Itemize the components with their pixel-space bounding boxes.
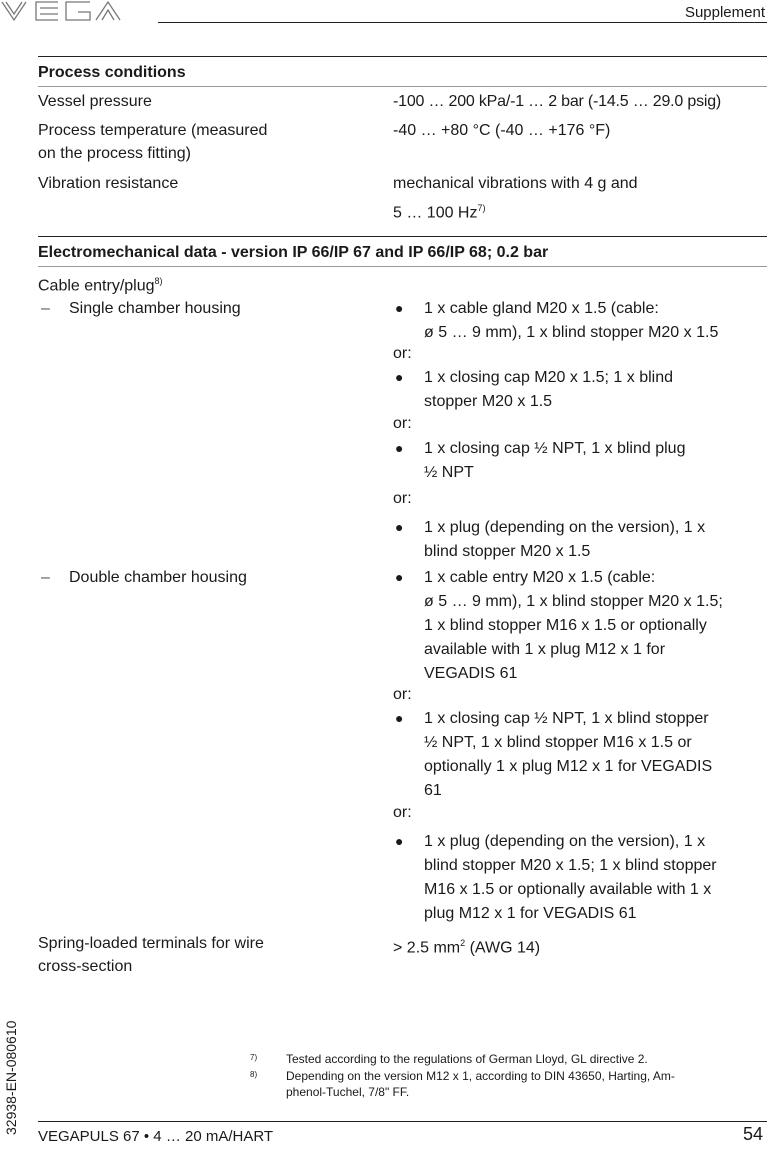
section-heading-electromechanical: Electromechanical data - version IP 66/IP 67 and IP 66/IP 68; 0.2 bar — [38, 244, 549, 261]
svg-text:32938-EN-080610: 32938-EN-080610 — [3, 1020, 19, 1135]
dash-marker: – — [41, 569, 50, 586]
value-process-temperature: -40 … +80 °C (-40 … +176 °F) — [393, 122, 611, 139]
value-vessel-pressure: -100 … 200 kPa/-1 … 2 bar (-14.5 … 29.0 psig) — [393, 93, 722, 110]
single-item-3: 1 x closing cap ½ NPT, 1 x blind plug ½ NPT — [424, 440, 686, 481]
single-item-4: 1 x plug (depending on the version), 1 x blind stopper M20 x 1.5 — [424, 519, 706, 560]
label-spring-terminals-cont: cross-section — [38, 958, 133, 975]
label-double-chamber: Double chamber housing — [69, 569, 247, 586]
or-separator: or: — [393, 345, 412, 362]
or-separator: or: — [393, 804, 412, 821]
bullet-icon: ● — [395, 440, 404, 456]
double-item-1: 1 x cable entry M20 x 1.5 (cable: ø 5 … 9 mm), 1 x blind stopper M20 x 1.5; 1 x blind stopper M16 x 1.5 or optionally available with 1 x plug M12 x 1 for VEGADIS 61 — [424, 569, 723, 682]
label-vibration-resistance: Vibration resistance — [38, 175, 179, 192]
footnote-mark: 8) — [250, 1070, 258, 1079]
bullet-icon: ● — [395, 300, 404, 316]
bullet-icon: ● — [395, 710, 404, 726]
or-separator: or: — [393, 490, 412, 507]
or-separator: or: — [393, 415, 412, 432]
label-vessel-pressure: Vessel pressure — [38, 93, 152, 110]
footnote-8: Depending on the version M12 x 1, according to DIN 43650, Harting, Am- phenol-Tuchel, 7/8" FF. — [286, 1069, 675, 1099]
section-heading-process-conditions: Process conditions — [38, 64, 186, 81]
document-id-vertical — [0, 780, 22, 1140]
single-item-2: 1 x closing cap M20 x 1.5; 1 x blind stopper M20 x 1.5 — [424, 369, 674, 410]
vega-logo — [0, 0, 135, 22]
single-item-1: 1 x cable gland M20 x 1.5 (cable: ø 5 … 9 mm), 1 x blind stopper M20 x 1.5 — [424, 300, 719, 341]
label-single-chamber: Single chamber housing — [69, 300, 241, 317]
value-vibration-resistance: mechanical vibrations with 4 g and — [393, 175, 638, 192]
section-label: Supplement — [684, 4, 765, 21]
label-process-temperature: Process temperature (measured — [38, 122, 268, 139]
bullet-icon: ● — [395, 369, 404, 385]
dash-marker: – — [41, 300, 50, 317]
label-spring-terminals: Spring-loaded terminals for wire — [38, 935, 264, 952]
label-process-temperature-cont: on the process fitting) — [38, 145, 191, 162]
footer-doc-title: VEGAPULS 67 • 4 … 20 mA/HART — [38, 1128, 274, 1145]
or-separator: or: — [393, 686, 412, 703]
footnote-7: Tested according to the regulations of German Lloyd, GL directive 2. — [286, 1052, 648, 1066]
bullet-icon: ● — [395, 519, 404, 535]
bullet-icon: ● — [395, 569, 404, 585]
double-item-2: 1 x closing cap ½ NPT, 1 x blind stopper ½ NPT, 1 x blind stopper M16 x 1.5 or optionally 1 x plug M12 x 1 for VEGADIS 61 — [424, 710, 713, 799]
footnote-mark: 7) — [250, 1053, 258, 1062]
value-vibration-resistance-cont: 5 … 100 Hz$^{7)}$ — [393, 203, 486, 222]
double-item-3: 1 x plug (depending on the version), 1 x blind stopper M20 x 1.5; 1 x blind stopper M16 x 1.5 or optionally available with 1 x plug M12 x 1 for VEGADIS 61 — [424, 833, 717, 922]
page-number: 54 — [742, 1124, 763, 1144]
label-cable-entry: Cable entry/plug$^{8)}$ — [38, 276, 163, 295]
value-spring-terminals: > 2.5 $mm^2$ (AWG 14) — [393, 938, 541, 957]
bullet-icon: ● — [395, 833, 404, 849]
